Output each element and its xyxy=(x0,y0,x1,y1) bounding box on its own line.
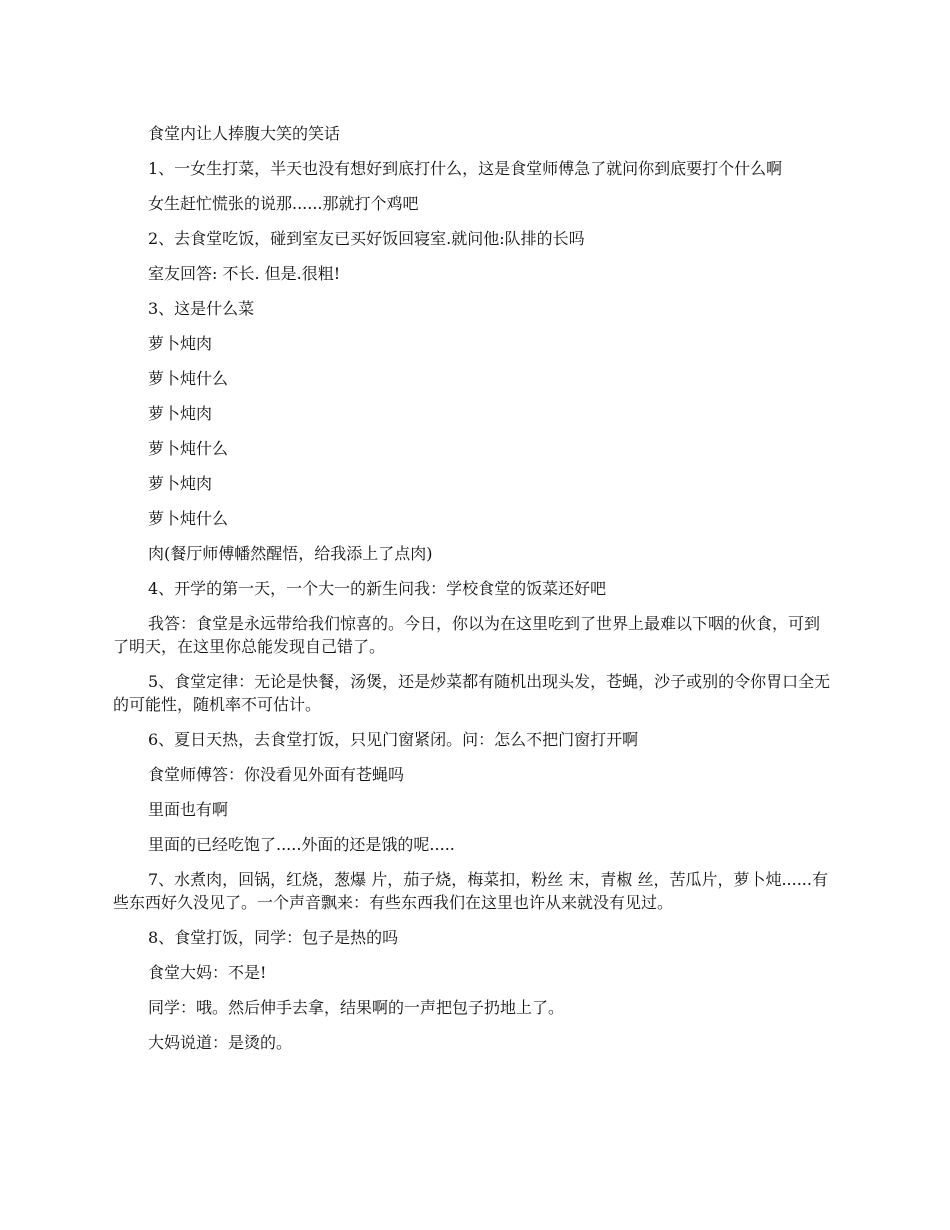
document-body xyxy=(113,122,835,1066)
paragraph: 8、食堂打饭，同学：包子是热的吗 xyxy=(148,928,399,947)
paragraph: 肉(餐厅师傅幡然醒悟，给我添上了点肉) xyxy=(148,544,433,563)
paragraph: 2、去食堂吃饭，碰到室友已买好饭回寝室.就问他:队排的长吗 xyxy=(148,229,585,248)
paragraph: 3、这是什么菜 xyxy=(148,299,255,318)
document-title: 食堂内让人捧腹大笑的笑话 xyxy=(148,124,341,143)
paragraph: 同学：哦。然后伸手去拿，结果啊的一声把包子扔地上了。 xyxy=(148,998,565,1017)
paragraph: 食堂大妈：不是! xyxy=(148,963,267,982)
paragraph: 萝卜炖什么 xyxy=(148,439,229,458)
paragraph: 1、一女生打菜，半天也没有想好到底打什么，这是食堂师傅急了就问你到底要打个什么啊 xyxy=(148,159,783,178)
paragraph: 大妈说道：是烫的。 xyxy=(148,1033,293,1052)
paragraph: 萝卜炖肉 xyxy=(148,474,213,493)
paragraph: 我答：食堂是永远带给我们惊喜的。今日，你以为在这里吃到了世界上最难以下咽的伙食，可到了明天，在这里你总能发现自己错了。 xyxy=(113,614,821,656)
paragraph: 7、水煮肉，回锅，红烧，葱爆 片，茄子烧，梅菜扣，粉丝 末，青椒 丝，苦瓜片，萝卜炖......有些东西好久没见了。一个声音飘来：有些东西我们在这里也许从来就没有见过。 xyxy=(113,870,828,912)
paragraph: 萝卜炖什么 xyxy=(148,369,229,388)
paragraph: 萝卜炖什么 xyxy=(148,509,229,528)
paragraph: 6、夏日天热，去食堂打饭，只见门窗紧闭。问：怎么不把门窗打开啊 xyxy=(148,730,639,749)
paragraph: 室友回答: 不长. 但是.很粗! xyxy=(148,264,341,283)
paragraph: 4、开学的第一天，一个大一的新生问我：学校食堂的饭菜还好吧 xyxy=(148,579,607,598)
paragraph: 里面的已经吃饱了.....外面的还是饿的呢..... xyxy=(148,835,455,854)
paragraph: 萝卜炖肉 xyxy=(148,404,213,423)
paragraph: 5、食堂定律：无论是快餐，汤煲，还是炒菜都有随机出现头发，苍蝇，沙子或别的令你胃口全无的可能性，随机率不可估计。 xyxy=(113,672,831,714)
paragraph: 里面也有啊 xyxy=(148,800,229,819)
paragraph: 萝卜炖肉 xyxy=(148,334,213,353)
paragraph: 食堂师傅答：你没看见外面有苍蝇吗 xyxy=(148,765,405,784)
paragraph: 女生赶忙慌张的说那......那就打个鸡吧 xyxy=(148,194,419,213)
